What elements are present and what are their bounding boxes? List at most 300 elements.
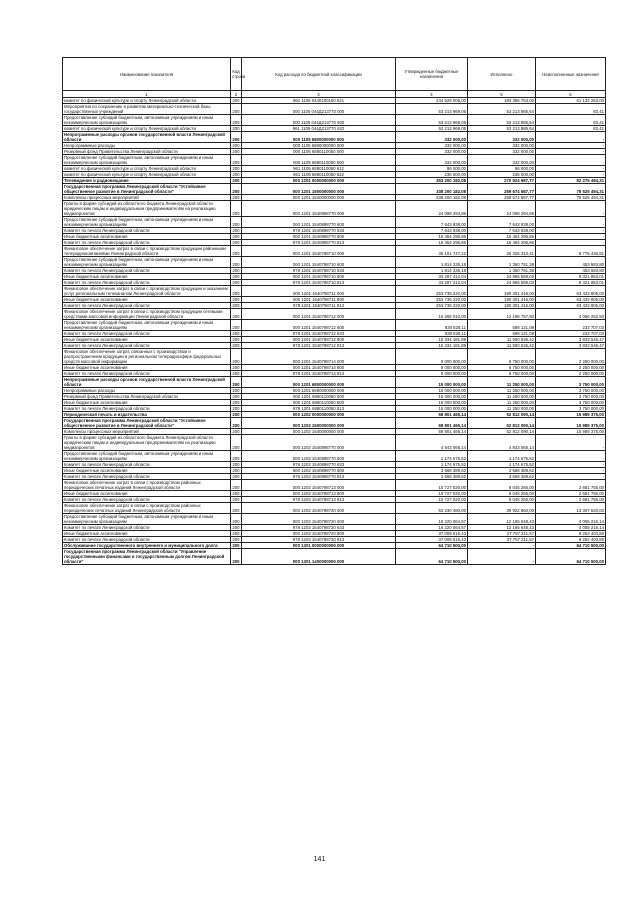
table-body [63, 98, 606, 565]
row-classification-cell: 000 1202 1540000000 000 [242, 429, 396, 435]
row-approved-cell: 9 000 000,00 [396, 371, 468, 377]
row-unexecuted-cell: 4 055 216,14 [536, 514, 606, 525]
header-name: Наименование показателя [63, 58, 231, 91]
row-executed-cell: 26 326 310,41 [468, 246, 536, 257]
row-code-cell: 200 [232, 537, 240, 542]
row-name-cell: Предоставление субсидий бюджетным, автономным учреждениям и иным некоммерческим организациям [63, 155, 231, 166]
row-code-cell: 200 [232, 371, 240, 376]
table-row [63, 537, 606, 543]
row-executed-cell: 190 301 415,00 [468, 286, 536, 297]
row-approved-cell: 332 000,00 [396, 132, 468, 143]
row-approved-cell: 236 000,00 [396, 172, 468, 178]
row-classification-cell: 000 1301 1400000000 000 [242, 549, 396, 565]
row-name-cell: Комитет по печати Ленинградской области [63, 474, 231, 480]
row-code-cell: 200 [231, 201, 242, 217]
row-executed-cell: 12 165 648,43 [468, 525, 536, 531]
row-approved-cell: 9 000 000,00 [396, 349, 468, 365]
row-approved-cell: 253 735 220,00 [396, 286, 468, 297]
row-approved-cell: 37 009 615,43 [396, 537, 468, 543]
row-code-cell: 200 [232, 365, 240, 370]
row-name-cell: Непрограммные расходы органов государственной власти Ленинградской области [63, 132, 231, 143]
table-row [63, 377, 606, 388]
row-classification-cell: 000 1105 6800000000 000 [242, 132, 396, 143]
row-code-cell: 200 [231, 418, 242, 429]
row-classification-cell: 000 1201 1540000000 000 [242, 195, 396, 201]
table-row [63, 549, 606, 565]
row-approved-cell: 15 000 000,00 [396, 406, 468, 412]
row-unexecuted-cell: 453 583,80 [536, 257, 606, 268]
row-code-cell: 200 [232, 240, 240, 245]
row-executed-cell: 24 965 559,03 [468, 274, 536, 280]
row-unexecuted-cell: 3 833 545,47 [536, 337, 606, 343]
table-row [63, 104, 606, 115]
table-row [63, 412, 606, 418]
row-executed-cell: 3 668 389,62 [468, 474, 536, 480]
row-unexecuted-cell: 3 833 545,47 [536, 343, 606, 349]
row-name-cell: Финансовое обеспечение затрат в связи с производством районных периодических печатных изданий Ленинградской области [63, 503, 231, 514]
row-name-cell: Непрограммные расходы [63, 388, 231, 394]
row-unexecuted-cell: 3 750 000,00 [536, 400, 606, 406]
row-code-cell: 200 [232, 172, 240, 177]
row-approved-cell: 1 814 335,18 [396, 268, 468, 274]
table-row [63, 268, 606, 274]
table-row [63, 474, 606, 480]
row-name-cell: Иные бюджетные ассигнования [63, 400, 231, 406]
row-code-cell: 200 [232, 429, 240, 434]
row-classification-cell: 978 1202 1540898770 633 [242, 462, 396, 468]
row-unexecuted-cell: 64 710 500,00 [536, 549, 606, 565]
row-executed-cell: 1 174 675,52 [468, 451, 536, 462]
row-name-cell: комитет по физической культуре и спорту Ленинградской области [63, 166, 231, 172]
row-classification-cell: 978 1201 1540898770 633 [242, 228, 396, 234]
row-approved-cell: 10 727 020,00 [396, 497, 468, 503]
column-number-row [63, 91, 606, 98]
row-name-cell: комитет по физической культуре и спорту Ленинградской области [63, 172, 231, 178]
row-name-cell: Иные бюджетные ассигнования [63, 337, 231, 343]
table-row [63, 371, 606, 377]
row-name-cell: Предоставление субсидий бюджетным, автономным учреждениям и иным некоммерческим организациям [63, 514, 231, 525]
column-number: 3 [242, 91, 396, 98]
row-name-cell: Предоставление субсидий бюджетным, автономным учреждениям и иным некоммерческим организациям [63, 257, 231, 268]
row-name-cell: Телевидение и радиовещание [63, 178, 231, 184]
table-row [63, 394, 606, 400]
table-row [63, 451, 606, 462]
row-approved-cell: 338 200 182,08 [396, 195, 468, 201]
row-classification-cell: 000 1201 1540798712 800 [242, 337, 396, 343]
row-classification-cell: 000 1202 1540898770 000 [242, 435, 396, 451]
table-row [63, 257, 606, 268]
row-executed-cell: 27 757 211,57 [468, 531, 536, 537]
row-executed-cell: 190 301 415,00 [468, 297, 536, 303]
row-classification-cell: 000 1202 1540898770 800 [242, 468, 396, 474]
row-unexecuted-cell: 3 750 000,00 [536, 406, 606, 412]
header-code: Код строки [231, 58, 242, 91]
row-name-cell: Резервный фонд Правительства Ленинградской области [63, 394, 231, 400]
row-executed-cell: 52 812 090,14 [468, 412, 536, 418]
row-code-cell: 200 [232, 400, 240, 405]
row-name-cell: Государственная программа Ленинградской области "Управление государственными финансами и государственным долгом Ленинградской области" [63, 549, 231, 565]
row-classification-cell: 000 1201 1540798712 000 [242, 309, 396, 320]
row-executed-cell: 183 396 753,00 [468, 98, 536, 104]
row-code-cell: 200 [232, 388, 240, 393]
row-unexecuted-cell: 2 681 755,00 [536, 491, 606, 497]
row-unexecuted-cell: 15 989 375,00 [536, 418, 606, 429]
row-code-cell: 200 [231, 549, 242, 565]
row-code-cell: 200 [232, 462, 240, 467]
row-classification-cell: 000 1201 1540898770 000 [242, 201, 396, 217]
table-row [63, 155, 606, 166]
row-executed-cell: 332 000,00 [468, 132, 536, 143]
row-unexecuted-cell: 15 989 375,00 [536, 412, 606, 418]
row-name-cell: Периодическая печать и издательства [63, 412, 231, 418]
row-approved-cell: 930 828,11 [396, 331, 468, 337]
row-approved-cell: 35 101 747,22 [396, 246, 468, 257]
row-name-cell: Финансовое обеспечение затрат в связи с производством продукции районными телерадиокомпаниями Ленинградской области [63, 246, 231, 257]
row-name-cell: Комитет по печати Ленинградской области [63, 371, 231, 377]
row-classification-cell: 000 1201 1540798711 800 [242, 297, 396, 303]
row-approved-cell: 64 710 500,00 [396, 549, 468, 565]
row-name-cell: Комитет по печати Ленинградской области [63, 525, 231, 531]
row-code-cell: 200 [231, 257, 242, 268]
row-approved-cell: 244 529 006,00 [396, 98, 468, 104]
row-code-cell: 200 [232, 394, 240, 399]
table-row [63, 286, 606, 297]
row-code-cell: 200 [231, 184, 242, 195]
row-classification-cell: 000 1105 044Д213770 600 [242, 115, 396, 126]
row-approved-cell: 16 220 064,57 [396, 514, 468, 525]
row-approved-cell: 4 843 065,14 [396, 435, 468, 451]
row-name-cell: Комплексы процессных мероприятий [63, 429, 231, 435]
row-executed-cell: 39 922 860,00 [468, 503, 536, 514]
row-approved-cell: 1 174 675,52 [396, 462, 468, 468]
row-approved-cell: 1 174 675,52 [396, 451, 468, 462]
row-executed-cell: 16 454 296,86 [468, 240, 536, 246]
table-row [63, 132, 606, 143]
row-unexecuted-cell: 2 250 000,00 [536, 349, 606, 365]
row-unexecuted-cell: 13 307 620,00 [536, 503, 606, 514]
row-name-cell: Предоставление субсидий бюджетным, автономным учреждениям и иным некоммерческим организациям [63, 115, 231, 126]
table-row [63, 320, 606, 331]
row-classification-cell: 978 1201 1540798711 813 [242, 303, 396, 309]
row-name-cell: Государственная программа Ленинградской области "Устойчивое общественное развитие в Ленинградской области" [63, 418, 231, 429]
row-classification-cell: 978 1202 1540898770 813 [242, 474, 396, 480]
row-unexecuted-cell: 8 775 436,81 [536, 246, 606, 257]
row-executed-cell: 259 674 687,77 [468, 184, 536, 195]
row-approved-cell: 332 000,00 [396, 143, 468, 149]
row-classification-cell: 000 1201 6880110050 000 [242, 394, 396, 400]
row-classification-cell: 000 1201 1540798710 800 [242, 274, 396, 280]
row-classification-cell: 000 1201 1540798710 000 [242, 246, 396, 257]
row-name-cell: Иные бюджетные ассигнования [63, 234, 231, 240]
row-approved-cell: 16 265 010,00 [396, 309, 468, 320]
row-executed-cell: 11 500 636,42 [468, 343, 536, 349]
table-row [63, 98, 606, 104]
row-code-cell: 200 [231, 377, 242, 388]
row-executed-cell: 53 213 885,64 [468, 104, 536, 115]
row-code-cell: 200 [232, 234, 240, 239]
row-code-cell: 200 [232, 543, 240, 548]
row-executed-cell: - [468, 549, 536, 565]
row-approved-cell: 253 735 220,00 [396, 303, 468, 309]
row-classification-cell: 978 1201 1540798710 633 [242, 268, 396, 274]
row-executed-cell: - [468, 543, 536, 549]
row-classification-cell: 978 1201 1540798712 813 [242, 343, 396, 349]
row-unexecuted-cell: 9 252 403,86 [536, 531, 606, 537]
row-approved-cell: 68 801 465,14 [396, 412, 468, 418]
row-approved-cell: 353 200 182,08 [396, 178, 468, 184]
row-code-cell: 200 [232, 337, 240, 342]
row-name-cell: Финансовое обеспечение затрат в связи с производством продукции и оказанием услуг региональным телеканалом Ленинградской области [63, 286, 231, 297]
row-executed-cell: 7 643 938,00 [468, 228, 536, 234]
row-approved-cell: 64 710 500,00 [396, 543, 468, 549]
row-unexecuted-cell: - [536, 217, 606, 228]
row-unexecuted-cell: - [536, 166, 606, 172]
table-row [63, 303, 606, 309]
row-classification-cell: 000 1201 1540898770 800 [242, 234, 396, 240]
table-row [63, 349, 606, 365]
row-executed-cell: 332 000,00 [468, 149, 536, 155]
row-approved-cell: 15 334 181,89 [396, 343, 468, 349]
row-classification-cell: 978 1201 1540798714 813 [242, 371, 396, 377]
row-executed-cell: 1 174 675,52 [468, 462, 536, 468]
row-code-cell: 200 [232, 166, 240, 171]
row-code-cell: 200 [231, 132, 242, 143]
table-row [63, 172, 606, 178]
row-name-cell: Иные бюджетные ассигнования [63, 531, 231, 537]
row-name-cell: Комитет по печати Ленинградской области [63, 268, 231, 274]
row-name-cell: Финансовое обеспечение затрат в связи с производством районных периодических печатных изданий Ленинградской области [63, 480, 231, 491]
row-unexecuted-cell: 83,41 [536, 115, 606, 126]
table-row [63, 406, 606, 412]
row-code-cell: 200 [232, 412, 240, 417]
row-code-cell: 200 [231, 286, 242, 297]
table-row [63, 503, 606, 514]
row-code-cell: 200 [232, 497, 240, 502]
row-code-cell: 200 [232, 297, 240, 302]
row-name-cell: Комитет по печати Ленинградской области [63, 497, 231, 503]
row-classification-cell: 000 1105 6880110050 600 [242, 155, 396, 166]
row-code-cell: 200 [231, 349, 242, 365]
table-row [63, 115, 606, 126]
row-unexecuted-cell: - [536, 240, 606, 246]
row-executed-cell: 52 812 090,14 [468, 429, 536, 435]
row-executed-cell: 698 121,08 [468, 320, 536, 331]
row-executed-cell: 332 000,00 [468, 143, 536, 149]
row-unexecuted-cell: 4 055 216,14 [536, 525, 606, 531]
row-executed-cell: 11 250 000,00 [468, 400, 536, 406]
row-classification-cell: 000 1201 1540798714 800 [242, 365, 396, 371]
row-classification-cell: 000 1201 1540798714 000 [242, 349, 396, 365]
row-code-cell: 200 [231, 309, 242, 320]
column-number: 5 [468, 91, 536, 98]
row-approved-cell: 24 098 294,86 [396, 201, 468, 217]
row-approved-cell: 68 801 465,14 [396, 418, 468, 429]
row-code-cell: 200 [232, 98, 240, 103]
row-unexecuted-cell: 3 750 000,00 [536, 388, 606, 394]
row-name-cell: Комитет по печати Ленинградской области [63, 537, 231, 543]
row-code-cell: 200 [232, 126, 240, 131]
row-classification-cell: 000 1202 1540898770 600 [242, 451, 396, 462]
row-code-cell: 200 [231, 246, 242, 257]
row-code-cell: 200 [232, 149, 240, 154]
table-row [63, 343, 606, 349]
row-approved-cell: 1 814 335,18 [396, 257, 468, 268]
row-code-cell: 200 [232, 468, 240, 473]
row-executed-cell: 12 165 648,43 [468, 514, 536, 525]
row-approved-cell: 3 668 389,62 [396, 474, 468, 480]
row-classification-cell: 978 1202 1540798720 813 [242, 537, 396, 543]
row-name-cell: Комитет по печати Ленинградской области [63, 343, 231, 349]
row-code-cell: 200 [232, 268, 240, 273]
row-classification-cell: 961 1105 6880110050 622 [242, 172, 396, 178]
row-classification-cell: 000 1301 0000000000 000 [242, 543, 396, 549]
row-name-cell: Предоставление субсидий бюджетным, автономным учреждениям и иным некоммерческим организациям [63, 451, 231, 462]
row-classification-cell: 978 1201 6880110050 813 [242, 406, 396, 412]
row-executed-cell: 16 454 296,86 [468, 234, 536, 240]
row-unexecuted-cell: - [536, 462, 606, 468]
header-unexecuted: Неисполненные назначения [536, 58, 606, 91]
row-executed-cell: 7 643 938,00 [468, 217, 536, 228]
row-name-cell: Финансовое обеспечение затрат в связи с производством продукции сетевыми средствами массовой информации Ленинградской области [63, 309, 231, 320]
row-approved-cell: 10 727 020,00 [396, 480, 468, 491]
row-classification-cell: 000 1201 6800000000 000 [242, 377, 396, 388]
row-unexecuted-cell: - [536, 474, 606, 480]
row-approved-cell: 15 000 000,00 [396, 400, 468, 406]
row-approved-cell: 53 230 480,00 [396, 503, 468, 514]
row-name-cell: Мероприятия по сохранению и развитию материально-технической базы государственных учреждений [63, 104, 231, 115]
row-executed-cell: 11 500 636,42 [468, 337, 536, 343]
row-approved-cell: 53 213 969,05 [396, 104, 468, 115]
row-classification-cell: 000 1202 1540798720 800 [242, 531, 396, 537]
row-approved-cell: 15 334 181,89 [396, 337, 468, 343]
row-name-cell: Иные бюджетные ассигнования [63, 468, 231, 474]
row-approved-cell: 33 287 412,04 [396, 280, 468, 286]
row-classification-cell: 000 1201 1540798711 000 [242, 286, 396, 297]
row-executed-cell: 53 213 885,64 [468, 115, 536, 126]
header-approved: Утвержденные бюджетные назначения [396, 58, 468, 91]
header-executed: Исполнено [468, 58, 536, 91]
row-executed-cell: 259 674 687,77 [468, 195, 536, 201]
table-row [63, 184, 606, 195]
row-code-cell: 200 [232, 331, 240, 336]
row-approved-cell: 930 828,11 [396, 320, 468, 331]
row-approved-cell: 332 000,00 [396, 149, 468, 155]
row-name-cell: Резервный фонд Правительства Ленинградской области [63, 149, 231, 155]
row-unexecuted-cell: 63 433 805,00 [536, 303, 606, 309]
row-executed-cell: 3 668 389,62 [468, 468, 536, 474]
row-code-cell: 200 [231, 320, 242, 331]
row-classification-cell: 000 1201 6880110050 800 [242, 400, 396, 406]
row-code-cell: 200 [232, 406, 240, 411]
row-approved-cell: 68 801 465,14 [396, 429, 468, 435]
row-executed-cell: 8 045 265,00 [468, 497, 536, 503]
row-code-cell: 200 [231, 451, 242, 462]
row-unexecuted-cell: 2 681 755,00 [536, 480, 606, 491]
row-name-cell: Иные бюджетные ассигнования [63, 297, 231, 303]
row-unexecuted-cell: 78 525 494,31 [536, 195, 606, 201]
row-name-cell: Комитет по печати Ленинградской области [63, 406, 231, 412]
row-unexecuted-cell: 78 525 494,31 [536, 184, 606, 195]
row-code-cell: 200 [232, 474, 240, 479]
row-approved-cell: 338 200 182,08 [396, 184, 468, 195]
row-unexecuted-cell: 2 250 000,00 [536, 371, 606, 377]
row-classification-cell: 000 1202 1500000000 000 [242, 418, 396, 429]
row-code-cell: 200 [232, 280, 240, 285]
row-code-cell: 200 [232, 195, 240, 200]
row-code-cell: 200 [231, 435, 242, 451]
table-row [63, 240, 606, 246]
row-unexecuted-cell: 8 321 853,01 [536, 280, 606, 286]
row-classification-cell: 000 1105 6880000000 000 [242, 143, 396, 149]
row-code-cell: 200 [232, 491, 240, 496]
row-code-cell: 200 [232, 531, 240, 536]
row-classification-cell: 000 1201 1540798712 600 [242, 320, 396, 331]
row-code-cell: 200 [231, 104, 242, 115]
row-executed-cell: 332 000,00 [468, 155, 536, 166]
page-number: 141 [313, 856, 326, 863]
row-approved-cell: 10 727 020,00 [396, 491, 468, 497]
table-row [63, 309, 606, 320]
row-executed-cell: 52 812 090,14 [468, 418, 536, 429]
row-executed-cell: 27 757 211,57 [468, 537, 536, 543]
row-unexecuted-cell: 232 707,03 [536, 331, 606, 337]
row-approved-cell: 3 668 389,62 [396, 468, 468, 474]
table-row [63, 525, 606, 531]
header-row [63, 58, 606, 91]
row-executed-cell: 6 750 000,00 [468, 365, 536, 371]
row-unexecuted-cell: 4 066 252,50 [536, 309, 606, 320]
row-name-cell: Комитет по печати Ленинградской области [63, 462, 231, 468]
row-name-cell: Непрограммные расходы [63, 143, 231, 149]
row-name-cell: Комплексы процессных мероприятий [63, 195, 231, 201]
row-code-cell: 200 [232, 228, 240, 233]
row-name-cell: Предоставление субсидий бюджетным, автономным учреждениям и иным некоммерческим организациям [63, 217, 231, 228]
row-classification-cell: 000 1105 6880110050 000 [242, 149, 396, 155]
row-code-cell: 200 [231, 503, 242, 514]
row-unexecuted-cell: - [536, 132, 606, 143]
row-unexecuted-cell: 83,41 [536, 104, 606, 115]
row-unexecuted-cell: - [536, 435, 606, 451]
row-classification-cell: 000 1105 044Д213770 000 [242, 104, 396, 115]
row-approved-cell: 37 009 615,43 [396, 531, 468, 537]
row-name-cell: Предоставление субсидий бюджетным, автономным учреждениям и иным некоммерческим организациям [63, 320, 231, 331]
row-name-cell: Иные бюджетные ассигнования [63, 274, 231, 280]
row-unexecuted-cell: 9 252 403,86 [536, 537, 606, 543]
table-row [63, 166, 606, 172]
row-approved-cell: 15 000 000,00 [396, 388, 468, 394]
row-classification-cell: 978 1201 1540798710 813 [242, 280, 396, 286]
row-classification-cell: 961 1105 0440100160 621 [242, 98, 396, 104]
row-code-cell: 200 [231, 115, 242, 126]
row-executed-cell: 8 045 265,00 [468, 480, 536, 491]
row-executed-cell: 53 213 885,64 [468, 126, 536, 132]
table-row [63, 514, 606, 525]
column-number: 4 [396, 91, 468, 98]
row-unexecuted-cell: 63 433 805,00 [536, 286, 606, 297]
table-row [63, 435, 606, 451]
row-executed-cell: 190 301 415,00 [468, 303, 536, 309]
row-executed-cell: 4 843 065,14 [468, 435, 536, 451]
row-name-cell: Гранты в форме субсидий из областного бюджета Ленинградской области юридическим лицам и индивидуальным предпринимателям на реализацию медиапроектов [63, 201, 231, 217]
table-row [63, 246, 606, 257]
row-code-cell: 200 [232, 303, 240, 308]
row-classification-cell: 978 1201 1540898770 813 [242, 240, 396, 246]
row-unexecuted-cell: 64 710 500,00 [536, 543, 606, 549]
row-executed-cell: 6 750 000,00 [468, 371, 536, 377]
row-code-cell: 200 [232, 274, 240, 279]
row-executed-cell: 1 360 751,38 [468, 268, 536, 274]
table-row [63, 480, 606, 491]
